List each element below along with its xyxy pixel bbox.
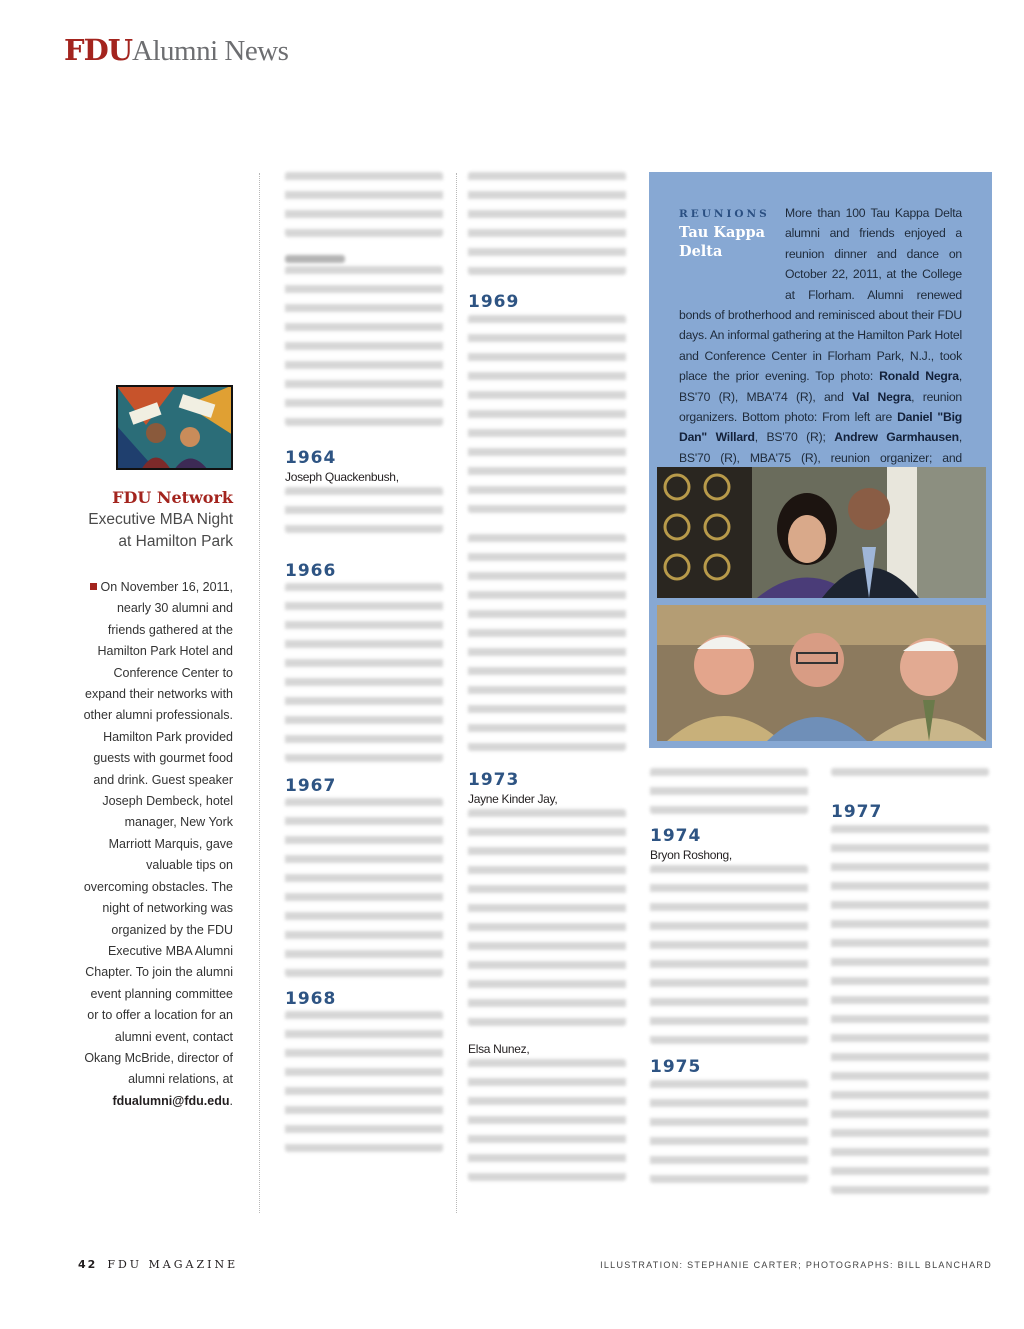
class-notes-column-b	[468, 172, 630, 1190]
blurred-note-text	[285, 583, 443, 762]
masthead	[64, 33, 289, 67]
sidebar-body-text: On November 16, 2011, nearly 30 alumni and friends gathered at the Hamilton Park Hotel and Conference Center to expand their networks with other alumni professionals. Hamilton Park provided guests with gourmet food and drink. Guest speaker Joseph Dembeck, hotel manager, New York Marriott Marquis, gave valuable tips on overcoming obstacles. The night of networking was organized by the FDU Executive MBA Alumni Chapter. To join the alumni event planning committee or to offer a location for an alumni event, contact Okang McBride, director of alumni relations, at	[83, 580, 233, 1087]
note-separator: ,	[728, 848, 732, 862]
person-name: Daniel "Big Dan" Willard	[679, 410, 963, 445]
year-heading-1964: 1964	[285, 448, 337, 468]
blurred-note-text	[650, 865, 808, 1044]
year-heading-1973: 1973	[468, 770, 520, 790]
page-number: 42	[78, 1258, 98, 1271]
blurred-note-text	[650, 768, 808, 814]
blurred-note-name	[285, 255, 345, 263]
person-name: Ronald Negra	[879, 369, 959, 384]
class-notes-column-c	[650, 768, 812, 1192]
column-rule	[456, 173, 457, 1213]
blurred-note-text	[831, 768, 989, 776]
sidebar-title: FDU Network	[112, 488, 233, 507]
blurred-note-text	[285, 487, 443, 533]
blurred-note-text	[285, 172, 443, 237]
blurred-note-text	[285, 266, 443, 426]
blurred-note-text	[468, 534, 626, 751]
blurred-note-text	[468, 172, 626, 275]
note-lede	[285, 468, 447, 487]
reunions-title: Tau Kappa Delta	[679, 224, 766, 260]
blurred-note-text	[831, 825, 989, 1194]
year-heading-1974: 1974	[650, 826, 702, 846]
footer-credits: ILLUSTRATION: STEPHANIE CARTER; PHOTOGRAPHS: BILL BLANCHARD	[600, 1260, 992, 1270]
masthead-section: Alumni News	[132, 35, 289, 67]
year-heading-1975: 1975	[650, 1057, 702, 1077]
column-rule	[259, 173, 260, 1213]
sidebar-subtitle	[60, 509, 233, 553]
year-heading-1966: 1966	[285, 561, 337, 581]
year-heading-1967: 1967	[285, 776, 337, 796]
blurred-note-text	[650, 1080, 808, 1183]
note-separator: ,	[395, 470, 399, 484]
person-name: Val Negra	[852, 389, 912, 404]
reunions-body: More than 100 Tau Kappa Delta alumni and friends enjoyed a reunion dinner and dance on October 22, 2011, at the College at Florham. Alumni renewed bonds of brotherhood and reminisced about their FDU days. An informal gathering at the Hamilton Park Hotel and Conference Center in Florham Park, N.J., took place the prior evening. Top photo: Ronald Negra, BS'70 (R), MBA'74 (R), and Val Negra, reunion organizers. Bottom photo: From left are Daniel "Big Dan" Willard, BS'70 (R); Andrew Garmhausen, BS'70 (R), MBA'75 (R), reunion organizer; and	[679, 203, 962, 489]
year-heading-1969: 1969	[468, 292, 520, 312]
note-name: Elsa Nunez	[468, 1042, 527, 1056]
magazine-name: FDU MAGAZINE	[107, 1258, 239, 1271]
reunion-photo-top	[657, 467, 986, 598]
note-lede	[468, 790, 630, 809]
year-heading-1968: 1968	[285, 989, 337, 1009]
reunions-label: REUNIONS	[679, 208, 770, 220]
class-notes-column-d	[831, 768, 993, 1203]
year-heading-1977: 1977	[831, 802, 883, 822]
reunion-photo-bottom	[657, 605, 986, 741]
masthead-brand: FDU	[64, 33, 133, 67]
note-name: Joseph Quackenbush	[285, 470, 396, 484]
note-name: Bryon Roshong	[650, 848, 729, 862]
footer-page-label	[78, 1258, 238, 1271]
note-separator: ,	[526, 1042, 530, 1056]
sidebar-email-link[interactable]: fdualumni@fdu.edu	[112, 1093, 230, 1108]
megaphone-people-illustration	[116, 385, 233, 470]
note-lede	[468, 1040, 630, 1059]
blurred-note-text	[468, 809, 626, 1026]
class-notes-column-a	[285, 172, 447, 1161]
blurred-note-text	[285, 1011, 443, 1152]
sidebar-subtitle-line1: Executive MBA Night	[88, 511, 233, 528]
blurred-note-text	[468, 1059, 626, 1181]
sidebar-body	[80, 577, 233, 1112]
square-bullet-icon	[90, 583, 97, 590]
blurred-note-text	[285, 798, 443, 977]
note-name: Jayne Kinder Jay	[468, 792, 555, 806]
sidebar-subtitle-line2: at Hamilton Park	[118, 533, 233, 550]
person-name: Andrew Garmhausen	[834, 430, 959, 445]
blurred-note-text	[468, 315, 626, 513]
sidebar-body-end: .	[229, 1093, 233, 1108]
note-lede	[650, 846, 812, 865]
note-separator: ,	[554, 792, 558, 806]
